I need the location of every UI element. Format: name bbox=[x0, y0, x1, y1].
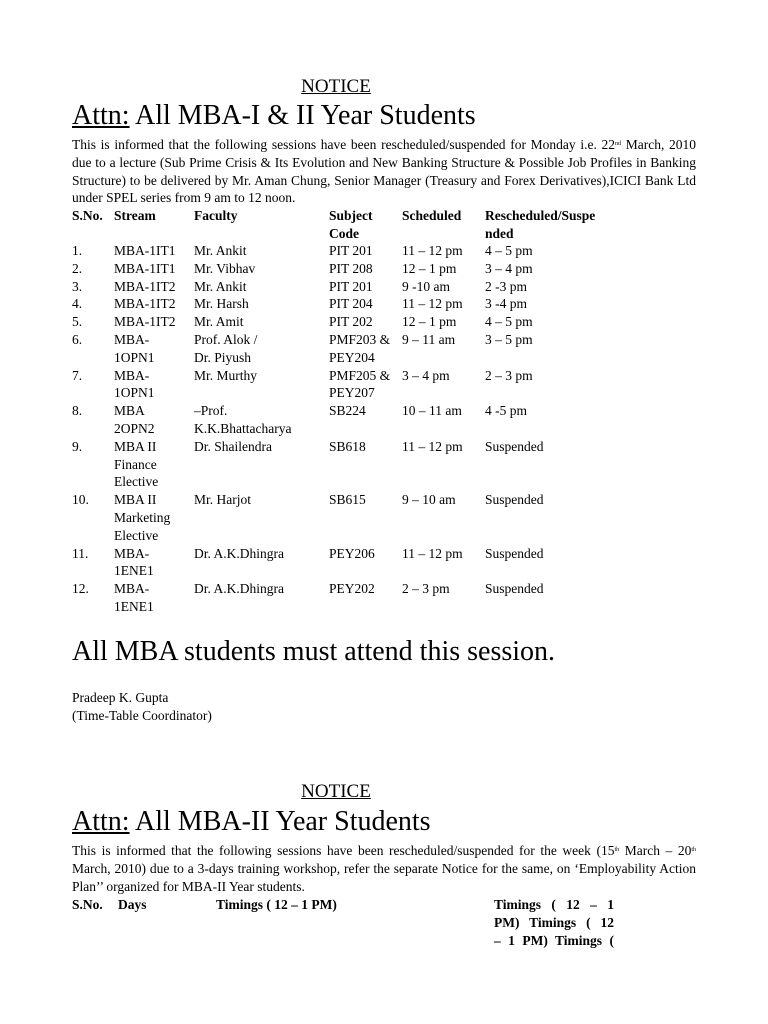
table-cell-resched: 4 – 5 pm bbox=[485, 243, 533, 258]
table-cell-code: PMF205 & bbox=[329, 367, 391, 383]
table-cell-faculty: Mr. Harsh bbox=[194, 296, 249, 312]
table-cell-code: PIT 204 bbox=[329, 296, 373, 312]
table-cell-stream: MBA-1IT2 bbox=[114, 278, 176, 294]
header-sno: S.No. bbox=[72, 897, 103, 912]
para-part: This is informed that the following sessions have been rescheduled/suspended for Monday i.e. 22 bbox=[72, 137, 616, 152]
table-cell-sched: 10 – 11 am bbox=[402, 403, 462, 419]
table-cell-sched: 2 – 3 pm bbox=[402, 581, 450, 597]
table-cell-sched: 3 – 4 pm bbox=[402, 367, 450, 383]
table-cell-faculty: Dr. Piyush bbox=[194, 349, 252, 365]
table-header-sched: Scheduled bbox=[402, 208, 462, 223]
table-cell-faculty: Mr. Vibhav bbox=[194, 260, 256, 276]
table-cell-sched: 11 – 12 pm bbox=[402, 545, 463, 561]
attn-label: Attn: bbox=[72, 806, 130, 837]
para-part: March, 2010 due to a lecture (Sub Prime Crisis & Its Evolution and New Banking Structure & Possible Job Profiles in Banking Structure) to be delivered by Mr. Aman Chung, Senior Manager (Treasury and Forex Derivatives),ICICI Bank Ltd under SPEL series from 9 am to 12 noon. bbox=[72, 137, 697, 206]
table-cell-stream: Elective bbox=[114, 474, 159, 490]
table-cell-resched: 4 – 5 pm bbox=[485, 314, 533, 330]
table-header-code: Subject bbox=[329, 208, 373, 223]
signature-role: (Time-Table Coordinator) bbox=[72, 708, 212, 723]
para-part: March – 20 bbox=[619, 843, 692, 858]
table-cell-sched: 11 – 12 pm bbox=[402, 243, 463, 258]
table-cell-stream: 1OPN1 bbox=[114, 349, 155, 365]
table-cell-resched: Suspended bbox=[485, 492, 544, 508]
table-cell-resched: Suspended bbox=[485, 438, 544, 454]
table-cell-stream: MBA II bbox=[114, 492, 157, 508]
table-cell-resched: 3 -4 pm bbox=[485, 296, 527, 312]
table-cell-faculty: –Prof. bbox=[194, 403, 228, 419]
para-superscript: th bbox=[691, 847, 697, 853]
table-cell-stream: MBA-1IT2 bbox=[114, 314, 176, 330]
table-cell-faculty: Mr. Harjot bbox=[194, 492, 251, 508]
table-cell-stream: MBA-1IT2 bbox=[114, 296, 176, 312]
attn-text: All MBA-II Year Students bbox=[129, 806, 431, 837]
table-cell-resched: 2 -3 pm bbox=[485, 278, 527, 294]
table-cell-faculty: Mr. Ankit bbox=[194, 278, 247, 294]
table-cell-stream: MBA-1IT1 bbox=[114, 243, 176, 258]
table-cell-stream: MBA II bbox=[114, 438, 157, 454]
table-cell-code: PIT 208 bbox=[329, 260, 373, 276]
attn-heading bbox=[72, 100, 476, 132]
table-cell-sno: 7. bbox=[72, 367, 83, 383]
table-cell-stream: 1ENE1 bbox=[114, 599, 154, 614]
table-cell-sno: 9. bbox=[72, 438, 83, 454]
table-cell-sno: 10. bbox=[72, 492, 89, 508]
table-cell-sno: 11. bbox=[72, 545, 89, 561]
table-cell-stream: Marketing bbox=[114, 510, 171, 525]
table-cell-resched: Suspended bbox=[485, 581, 544, 597]
table-cell-code: PEY204 bbox=[329, 349, 375, 365]
table-cell-code: SB224 bbox=[329, 403, 366, 419]
table-cell-sno: 1. bbox=[72, 243, 83, 258]
header-days: Days bbox=[118, 897, 147, 912]
para-superscript: nd bbox=[615, 141, 622, 147]
table-header-code: Code bbox=[329, 225, 359, 241]
attn-text: All MBA-I & II Year Students bbox=[129, 100, 476, 131]
table-cell-stream: Elective bbox=[114, 527, 159, 543]
table-cell-code: PEY202 bbox=[329, 581, 375, 597]
table-cell-stream: Finance bbox=[114, 456, 157, 472]
table-cell-sched: 11 – 12 pm bbox=[402, 296, 463, 312]
table-header-resched: Rescheduled/Suspe bbox=[485, 208, 596, 223]
notice-title: NOTICE bbox=[301, 76, 371, 97]
table-cell-faculty: Dr. A.K.Dhingra bbox=[194, 581, 284, 597]
table-cell-code: PIT 201 bbox=[329, 243, 373, 258]
para-part: This is informed that the following sessions have been rescheduled/suspended for the week (15 bbox=[72, 843, 615, 858]
table-cell-stream: MBA- bbox=[114, 367, 150, 383]
table-cell-stream: 1ENE1 bbox=[114, 563, 154, 579]
table-cell-faculty: Dr. A.K.Dhingra bbox=[194, 545, 284, 561]
notice-title: NOTICE bbox=[301, 781, 371, 802]
table-header-resched: nded bbox=[485, 225, 514, 241]
table-cell-stream: 2OPN2 bbox=[114, 421, 155, 436]
table-cell-resched: 3 – 4 pm bbox=[485, 260, 533, 276]
table-cell-stream: MBA- bbox=[114, 332, 150, 347]
timings-line: Timings ( 12 – 1 bbox=[494, 897, 614, 912]
header-timings: Timings ( 12 – 1 PM) bbox=[216, 897, 337, 912]
table-cell-stream: MBA- bbox=[114, 545, 150, 561]
table-cell-sno: 6. bbox=[72, 332, 83, 347]
table-cell-code: PEY207 bbox=[329, 385, 375, 401]
table-cell-sno: 12. bbox=[72, 581, 89, 597]
closing-statement: All MBA students must attend this session. bbox=[72, 636, 556, 667]
table-cell-code: PIT 201 bbox=[329, 278, 373, 294]
table-cell-sno: 2. bbox=[72, 260, 83, 276]
table-cell-resched: 2 – 3 pm bbox=[485, 367, 533, 383]
timings-line: PM) Timings ( 12 bbox=[494, 914, 614, 930]
table-header-stream: Stream bbox=[114, 208, 156, 223]
attn-label: Attn: bbox=[72, 100, 130, 131]
table-cell-faculty: Mr. Amit bbox=[194, 314, 244, 330]
table-cell-sched: 12 – 1 pm bbox=[402, 260, 457, 276]
table-cell-faculty: K.K.Bhattacharya bbox=[194, 421, 292, 436]
para-superscript: th bbox=[614, 847, 620, 853]
attn-heading bbox=[72, 806, 431, 838]
table-cell-stream: MBA- bbox=[114, 581, 150, 597]
table-cell-stream: 1OPN1 bbox=[114, 385, 155, 401]
table-cell-code: PIT 202 bbox=[329, 314, 373, 330]
table-cell-resched: 3 – 5 pm bbox=[485, 332, 533, 347]
table-cell-faculty: Mr. Murthy bbox=[194, 367, 258, 383]
table-cell-resched: 4 -5 pm bbox=[485, 403, 527, 419]
table-header-faculty: Faculty bbox=[194, 208, 238, 223]
table-cell-code: SB618 bbox=[329, 438, 366, 454]
table-cell-sno: 8. bbox=[72, 403, 83, 419]
table-cell-sno: 5. bbox=[72, 314, 83, 330]
table-cell-code: SB615 bbox=[329, 492, 366, 508]
header-timings-wrapped bbox=[494, 896, 614, 949]
table-cell-code: PEY206 bbox=[329, 545, 375, 561]
table-cell-resched: Suspended bbox=[485, 545, 544, 561]
table-cell-faculty: Prof. Alok / bbox=[194, 332, 258, 347]
table-cell-sched: 9 -10 am bbox=[402, 278, 450, 294]
table-cell-faculty: Dr. Shailendra bbox=[194, 438, 272, 454]
timings-line: – 1 PM) Timings ( bbox=[494, 932, 614, 948]
table-cell-code: PMF203 & bbox=[329, 332, 391, 347]
table-cell-stream: MBA bbox=[114, 403, 145, 419]
table-cell-stream: MBA-1IT1 bbox=[114, 260, 176, 276]
table-cell-sched: 9 – 11 am bbox=[402, 332, 456, 347]
para-part: March, 2010) due to a 3-days training workshop, refer the separate Notice for the same, on ‘Employability Action Plan’’ organized for MBA-II Year students. bbox=[72, 860, 696, 894]
notice-paragraph bbox=[72, 842, 696, 895]
table-cell-sno: 4. bbox=[72, 296, 83, 312]
table-cell-faculty: Mr. Ankit bbox=[194, 243, 247, 258]
notice-paragraph bbox=[72, 136, 696, 207]
table-cell-sched: 12 – 1 pm bbox=[402, 314, 457, 330]
table-cell-sched: 11 – 12 pm bbox=[402, 438, 463, 454]
table-header-sno: S.No. bbox=[72, 208, 103, 223]
table-cell-sno: 3. bbox=[72, 278, 83, 294]
signature-name: Pradeep K. Gupta bbox=[72, 690, 169, 705]
table-cell-sched: 9 – 10 am bbox=[402, 492, 456, 508]
